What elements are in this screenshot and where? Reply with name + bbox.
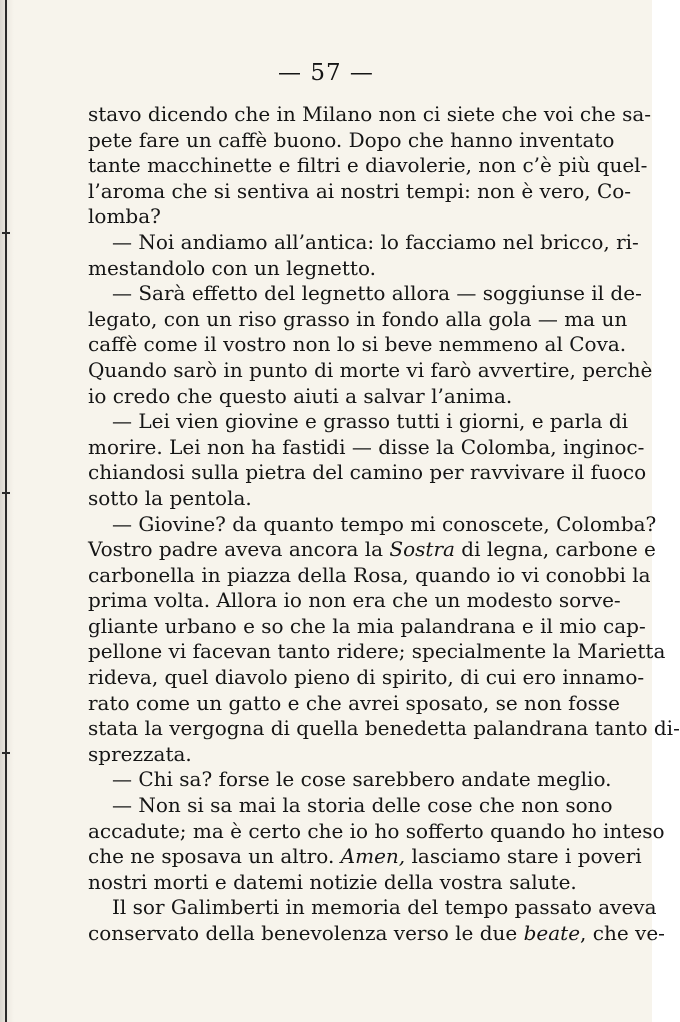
- text-line: [88, 384, 596, 410]
- text-line: [88, 178, 632, 205]
- text-run: l’aroma che si sentiva ai nostri tempi: non è vero, Co-: [88, 178, 632, 203]
- text-line: [88, 870, 596, 896]
- text-line: [88, 486, 596, 512]
- text-line: [88, 562, 651, 589]
- text-line: [88, 511, 657, 538]
- text-run: nostri morti e datemi notizie della vostra salute.: [88, 869, 577, 894]
- text-line: [88, 332, 627, 358]
- italic-word: Amen,: [340, 844, 406, 869]
- binding-edge: [0, 0, 14, 1022]
- binding-line: [5, 0, 7, 1022]
- text-run: sprezzata.: [88, 741, 192, 766]
- text-line: [88, 127, 615, 154]
- binding-mark: [2, 752, 10, 754]
- text-line: [88, 256, 596, 282]
- text-run: Vostro padre aveva ancora la: [88, 537, 390, 562]
- text-run: chiandosi sulla pietra del camino per ravvivare il fuoco: [88, 460, 647, 485]
- text-run: , che ve-: [580, 921, 665, 945]
- text-run: di legna, carbone e: [454, 537, 656, 562]
- text-line: [88, 639, 666, 665]
- text-line: [88, 229, 639, 256]
- text-line: [88, 818, 665, 845]
- text-run: Quando sarò in punto di morte vi farò avvertire, perchè: [88, 357, 653, 382]
- text-line: [88, 281, 642, 307]
- text-run: — Lei vien giovine e grasso tutti i giorni, e parla di: [112, 409, 629, 434]
- text-line: [88, 716, 680, 742]
- text-line: [88, 409, 629, 435]
- text-line: [88, 793, 613, 819]
- text-run: — Non si sa mai la storia delle cose che non sono: [112, 793, 613, 818]
- text-run: sotto la pentola.: [88, 485, 252, 510]
- text-line: [88, 665, 645, 691]
- text-line: [88, 537, 656, 563]
- text-line: [88, 588, 621, 614]
- text-run: — Chi sa? forse le cose sarebbero andate meglio.: [112, 767, 612, 792]
- binding-mark: [2, 232, 10, 234]
- text-line: [88, 613, 646, 640]
- page-number: — 57 —: [278, 60, 374, 86]
- text-line: [88, 434, 645, 461]
- text-line: [88, 357, 653, 384]
- text-run: prima volta. Allora io non era che un modesto sorve-: [88, 588, 621, 613]
- text-run: — Sarà effetto del legnetto allora — soggiunse il de-: [112, 281, 642, 306]
- text-run: legato, con un riso grasso in fondo alla gola — ma un: [88, 306, 628, 331]
- text-run: lomba?: [88, 204, 161, 229]
- text-line: [88, 767, 612, 793]
- text-run: gliante urbano e so che la mia palandrana e il mio cap-: [88, 613, 646, 638]
- text-run: mestandolo con un legnetto.: [88, 255, 377, 280]
- text-run: caffè come il vostro non lo si beve nemmeno al Cova.: [88, 332, 627, 357]
- text-line: [88, 844, 642, 870]
- text-line: [88, 102, 652, 128]
- text-run: — Giovine? da quanto tempo mi conoscete, Colomba?: [112, 511, 657, 536]
- text-run: carbonella in piazza della Rosa, quando io vi conobbi la: [88, 562, 651, 587]
- text-run: pete fare un caffè buono. Dopo che hanno inventato: [88, 127, 615, 152]
- text-run: stavo dicendo che in Milano non ci siete che voi che sa-: [88, 102, 652, 126]
- text-line: [88, 306, 628, 333]
- text-run: morire. Lei non ha fastidi — disse la Colomba, inginoc-: [88, 434, 645, 459]
- text-line: [88, 460, 647, 486]
- text-run: pellone vi facevan tanto ridere; specialmente la Marietta: [88, 639, 666, 664]
- text-line: [88, 690, 620, 717]
- text-run: Il sor Galimberti in memoria del tempo passato aveva: [112, 895, 657, 920]
- text-run: conservato della benevolenza verso le due: [88, 921, 524, 945]
- text-line: [88, 921, 665, 947]
- text-line: [88, 895, 657, 921]
- text-run: stata la vergogna di quella benedetta palandrana tanto di-: [88, 716, 680, 741]
- text-run: che ne sposava un altro.: [88, 844, 341, 869]
- text-run: lasciamo stare i poveri: [405, 844, 642, 869]
- text-line: [88, 153, 648, 179]
- text-line: [88, 204, 596, 230]
- text-run: rideva, quel diavolo pieno di spirito, di cui ero innamo-: [88, 665, 645, 690]
- text-run: accadute; ma è certo che io ho sofferto quando ho inteso: [88, 818, 665, 843]
- body-text: [88, 102, 680, 947]
- text-line: [88, 742, 596, 768]
- italic-word: beate: [523, 921, 581, 945]
- text-run: tante macchinette e filtri e diavolerie, non c’è più quel-: [88, 153, 648, 178]
- text-run: rato come un gatto e che avrei sposato, se non fosse: [88, 690, 620, 715]
- text-run: — Noi andiamo all’antica: lo facciamo nel bricco, ri-: [112, 229, 639, 254]
- italic-word: Sostra: [389, 537, 455, 562]
- text-run: io credo che questo aiuti a salvar l’anima.: [88, 383, 513, 408]
- binding-mark: [2, 492, 10, 494]
